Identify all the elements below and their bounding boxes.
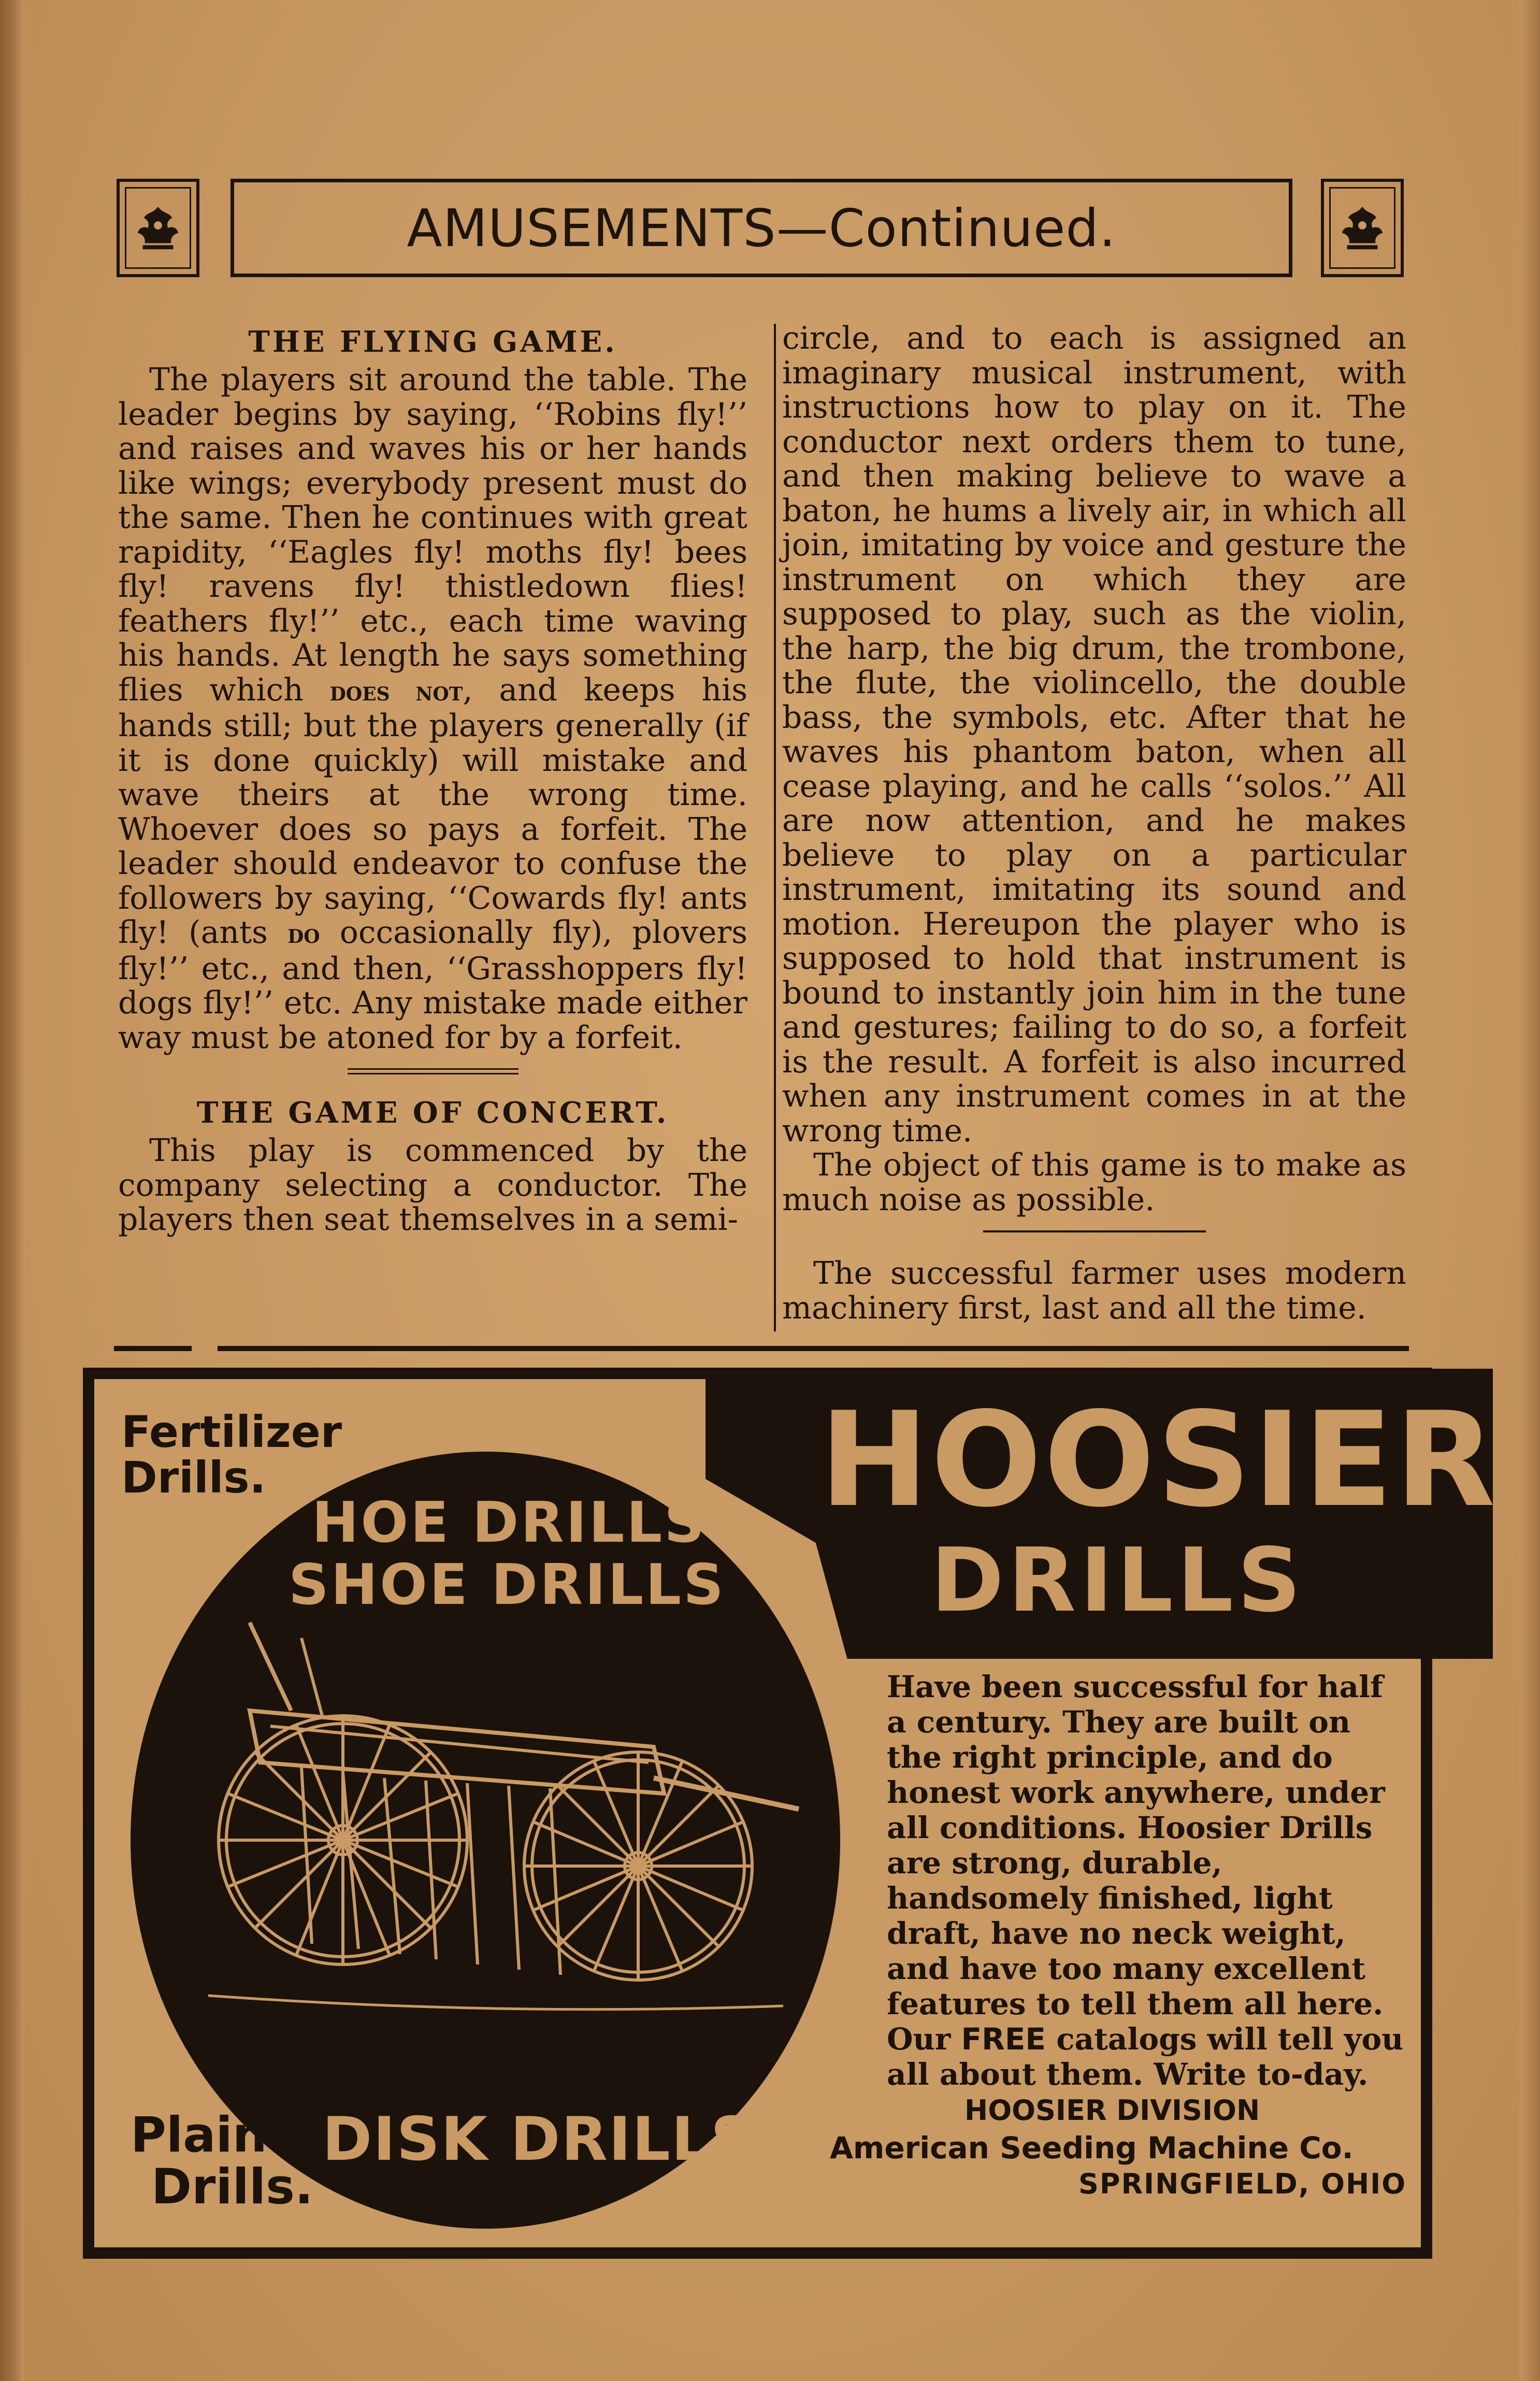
left-crest-box <box>117 179 199 277</box>
brand-name: HOOSIER <box>819 1384 1498 1536</box>
crest-icon <box>133 203 183 253</box>
hoosier-drills-advertisement <box>83 1368 1498 2259</box>
concert-game-paragraph: This play is commenced by the company selecting a conductor. The players then seat themselves in a semi- <box>118 1132 747 1238</box>
right-crest-box <box>1321 179 1404 277</box>
column-divider <box>774 324 776 1331</box>
hoe-drills-label: HOE DRILLS <box>312 1490 707 1555</box>
bottom-rule <box>218 1346 1409 1351</box>
disk-drills-label: DISK DRILLS <box>322 2104 755 2174</box>
flying-game-paragraph <box>118 363 747 1055</box>
concert-game-continued: circle, and to each is assigned an imaginary musical instrument, with instructions how to play on it. The conductor next orders them to tune, and then making believe to wave a baton, he hums a lively air, in which all join, imitating by voice and gesture the instrument on which they are supposed to play, such as the violin, the harp, the big drum, the trombone, the flute, the violincello, the double bass, the symbols, etc. After that he waves his phantom baton, when all cease playing, and he calls ‘‘solos.’’ All are now attention, and he makes believe to play on a particular instrument, imitating its sound and motion. Hereupon the player who is supposed to hold that instrument is bound to instantly join him in the tune and gestures; failing to do so, a forfeit is the result. A forfeit is also incurred when any instrument comes in at the wrong time. <box>782 320 1406 1149</box>
section-divider <box>348 1068 519 1074</box>
ad-panel <box>94 1379 1498 2247</box>
section-divider <box>983 1230 1206 1232</box>
page-edge <box>1519 0 1540 2381</box>
left-column <box>118 321 747 1237</box>
bottom-rule-left <box>114 1346 192 1351</box>
shoe-drills-label: SHOE DRILLS <box>289 1553 726 1617</box>
right-column <box>782 321 1406 1325</box>
binding-edge <box>0 0 24 2381</box>
flying-game-text-a: The players sit around the table. The leader begins by saying, ‘‘Robins fly!’’ and raises and waves his or her hands like wings; everybody present must do the same. Then he continues with great rapidity, ‘‘Eagles fly! moths fly! bees fly! ravens fly! thistledown flies! feathers fly!’’ etc., each time waving his hands. At length he says something flies which <box>118 362 747 708</box>
farmer-filler: The successful farmer uses modern machinery first, last and all the time. <box>782 1255 1406 1326</box>
company-name: American Seeding Machine Co. <box>830 2130 1354 2165</box>
fertilizer-drills-label: Fertilizer Drills. <box>121 1407 342 1503</box>
brand-subtitle: DRILLS <box>931 1529 1305 1632</box>
section-title: AMUSEMENTS—Continued. <box>231 179 1292 277</box>
flying-game-text-c: occasionally fly), plovers fly!’’ etc., and then, ‘‘Grasshoppers fly! dogs fly!’’ etc. Any mistake made either way must be atoned for by a forfeit. <box>118 914 747 1056</box>
division-name: HOOSIER DIVISION <box>965 2094 1260 2127</box>
concert-game-heading: THE GAME OF CONCERT. <box>196 1096 669 1130</box>
flying-game-heading: THE FLYING GAME. <box>248 325 617 359</box>
do-emphasis: do <box>287 918 320 950</box>
plain-drills-label: Plain Drills. <box>131 2107 313 2215</box>
company-city: SPRINGFIELD, OHIO <box>1078 2168 1407 2200</box>
does-not-emphasis: does not <box>329 675 463 707</box>
crest-icon <box>1337 203 1388 253</box>
ad-body-copy: Have been successful for half a century. They are built on the right principle, and do honest work anywhere, under all conditions. Hoosier Drills are strong, durable, handsomely finished, light draft, have no neck weight, and have too many excellent features to tell them all here. Our FREE catalogs will tell you all about them. Write to-day. <box>887 1669 1404 2092</box>
flying-game-text-b: , and keeps his hands still; but the players generally (if it is done quickly) will mistake and wave theirs at the wrong time. Whoever does so pays a forfeit. The leader should endeavor to confuse the followers by saying, ‘‘Cowards fly! ants fly! (ants <box>118 671 747 951</box>
concert-game-object: The object of this game is to make as much noise as possible. <box>782 1147 1406 1218</box>
grain-drill-illustration <box>188 1623 809 2089</box>
